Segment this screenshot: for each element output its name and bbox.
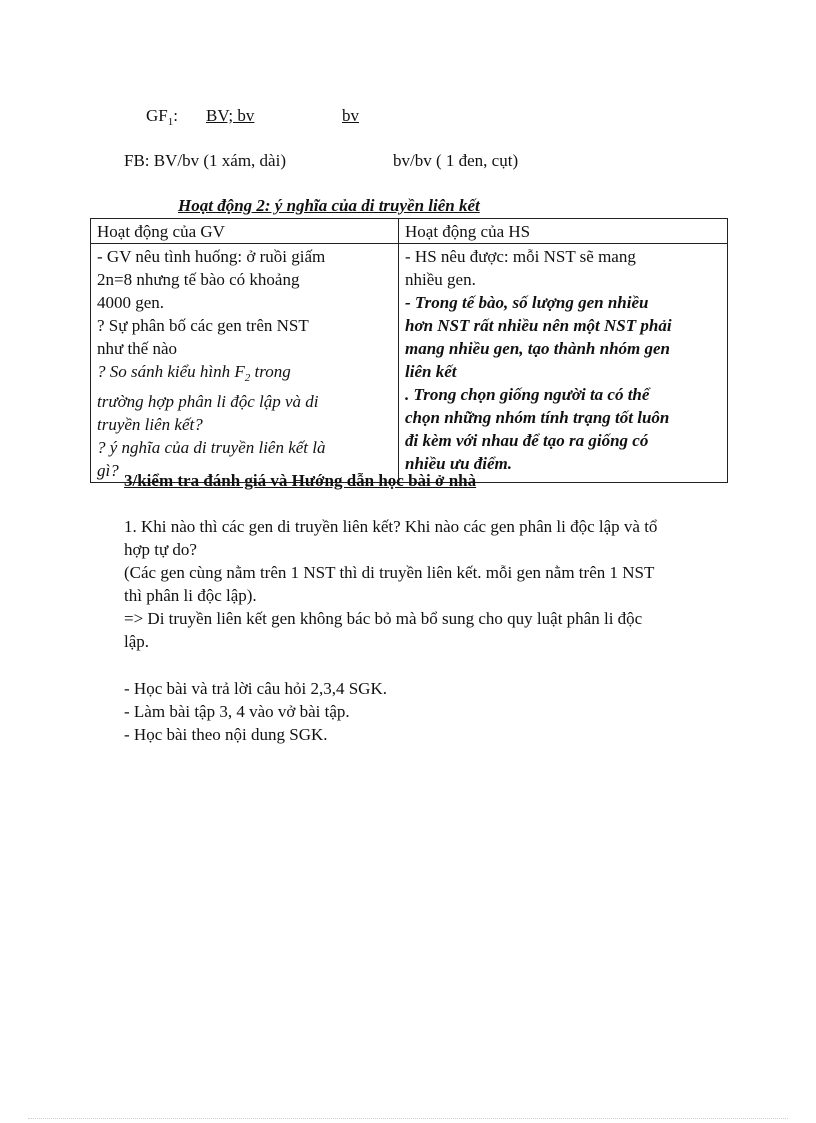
activity-table (90, 218, 728, 483)
list-item: - Làm bài tập 3, 4 vào vở bài tập. (124, 702, 350, 721)
gv-question-2: ? ý nghĩa của di truyền liên kết là (97, 438, 326, 457)
section3-question (124, 515, 657, 653)
homework-list (124, 677, 387, 746)
answer-line: (Các gen cùng nằm trên 1 NST thì di truyền liên kết. mỗi gen nằm trên 1 NST (124, 563, 655, 582)
hs-cell (399, 244, 728, 483)
table-header-row (91, 219, 728, 244)
hs-line: nhiều gen. (405, 270, 476, 289)
hs-answer-line: chọn những nhóm tính trạng tốt luôn (405, 408, 670, 427)
activity2-title: Hoạt động 2: ý nghĩa của di truyền liên kết (178, 196, 480, 215)
question-line: hợp tự do? (124, 540, 197, 559)
answer-line: thì phân li độc lập). (124, 586, 257, 605)
hs-line: - HS nêu được: mỗi NST sẽ mang (405, 247, 636, 266)
hs-answer-line: đi kèm với nhau để tạo ra giống có (405, 431, 649, 450)
page-bottom-rule (28, 1118, 788, 1119)
conclusion-line: lập. (124, 632, 150, 651)
hs-answer-line: . Trong chọn giống người ta có thể (405, 385, 650, 404)
list-item: - Học bài và trả lời câu hỏi 2,3,4 SGK. (124, 679, 387, 698)
header-gv: Hoạt động của GV (91, 219, 399, 244)
fb-result-1: BV/bv (1 xám, dài) (153, 151, 286, 170)
header-hs: Hoạt động của HS (399, 219, 728, 244)
section3-title: 3/kiểm tra đánh giá và Hướng dẫn học bài ở nhà (124, 471, 477, 490)
gv-q1-tail: trong (250, 362, 291, 381)
gv-line: 2n=8 nhưng tế bào có khoảng (97, 270, 300, 289)
hs-answer-line: - Trong tế bào, số lượng gen nhiều (405, 293, 649, 312)
gv-cell (91, 244, 399, 483)
gv-line: như thế nào (97, 339, 178, 358)
hs-answer-line: nhiều ưu điểm. (405, 454, 513, 473)
gv-q1-subscript: 2 (244, 372, 251, 384)
gf1-line (146, 106, 178, 128)
question-line: 1. Khi nào thì các gen di truyền liên kết? Khi nào các gen phân li độc lập và tổ (124, 517, 658, 536)
gf1-gamete-2: bv (342, 106, 359, 125)
gv-line: gì? (97, 461, 119, 480)
hs-answer-line: mang nhiều gen, tạo thành nhóm gen (405, 339, 671, 358)
gv-line: trường hợp phân li độc lập và di (97, 392, 319, 411)
gv-q1-text: ? So sánh kiểu hình F (97, 362, 245, 381)
gf-subscript: 1 (167, 116, 174, 128)
fb-line (124, 151, 286, 171)
gf-colon: : (173, 106, 178, 125)
gv-line: truyền liên kết? (97, 415, 203, 434)
gv-line: 4000 gen. (97, 293, 165, 312)
fb-result-2: bv/bv ( 1 đen, cụt) (393, 151, 519, 170)
fb-label: FB: (124, 151, 150, 170)
table-row (91, 244, 728, 483)
gf1-gamete-1: BV; bv (206, 106, 255, 125)
hs-answer-line: liên kết (405, 362, 457, 381)
hs-answer-line: hơn NST rất nhiều nên một NST phải (405, 316, 672, 335)
conclusion-line: => Di truyền liên kết gen không bác bỏ mà bổ sung cho quy luật phân li độc (124, 609, 643, 628)
gv-line: ? Sự phân bố các gen trên NST (97, 316, 309, 335)
list-item: - Học bài theo nội dung SGK. (124, 725, 328, 744)
gv-question-1 (97, 360, 392, 390)
gv-line: - GV nêu tình huống: ở ruồi giấm (97, 247, 326, 266)
gf-label: GF (146, 106, 168, 125)
